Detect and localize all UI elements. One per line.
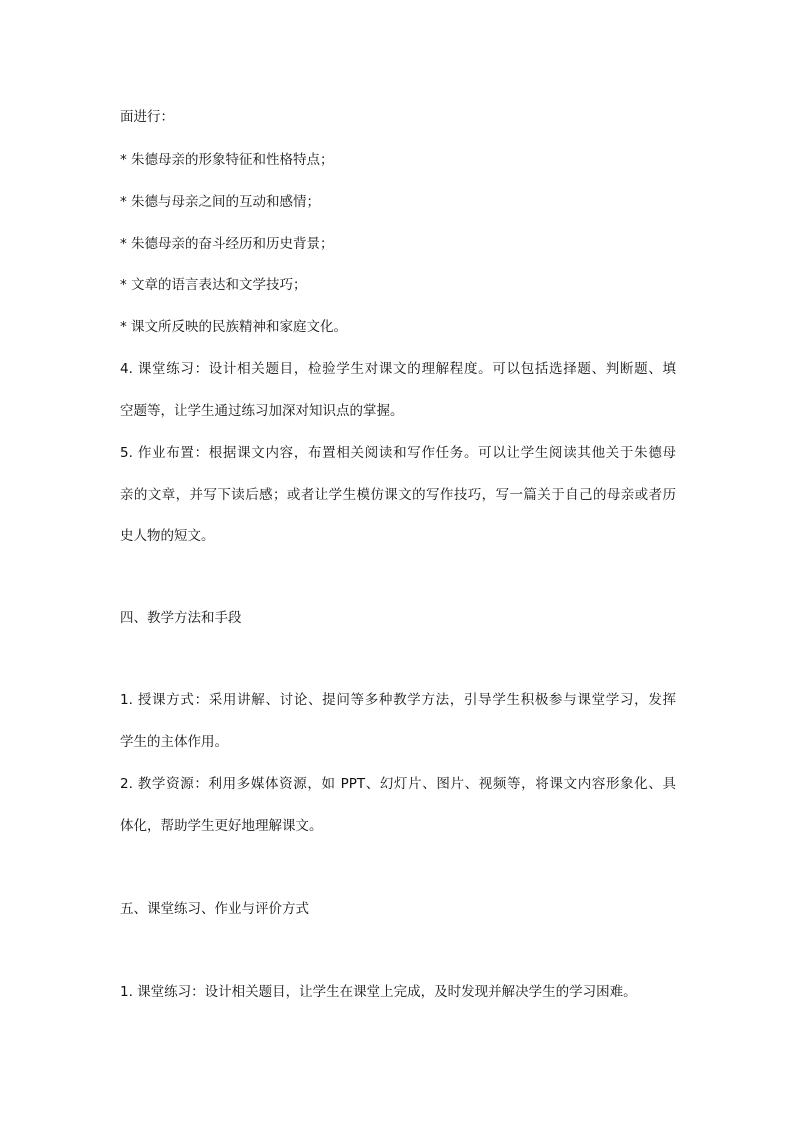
bullet-item: * 朱德与母亲之间的互动和感情； (120, 194, 321, 210)
numbered-item-teaching-resources: 2. 教学资源：利用多媒体资源，如 PPT、幻灯片、图片、视频等，将课文内容形象化、具 (120, 776, 676, 792)
numbered-item-homework: 5. 作业布置：根据课文内容，布置相关阅读和写作任务。可以让学生阅读其他关于朱德母 (120, 445, 676, 461)
bullet-item: * 课文所反映的民族精神和家庭文化。 (120, 319, 348, 335)
section-heading-practice-evaluation: 五、课堂练习、作业与评价方式 (120, 901, 309, 917)
section-heading-teaching-methods: 四、教学方法和手段 (120, 610, 242, 626)
text-line: 亲的文章，并写下读后感；或者让学生模仿课文的写作技巧，写一篇关于自己的母亲或者历 (120, 487, 676, 503)
text-line: 面进行： (120, 109, 174, 125)
text-line: 体化，帮助学生更好地理解课文。 (120, 818, 323, 834)
bullet-item: * 文章的语言表达和文学技巧； (120, 277, 307, 293)
text-line: 学生的主体作用。 (120, 734, 228, 750)
text-line: 空题等，让学生通过练习加深对知识点的掌握。 (120, 403, 404, 419)
bullet-item: * 朱德母亲的形象特征和性格特点； (120, 152, 334, 168)
numbered-item-teaching-style: 1. 授课方式：采用讲解、讨论、提问等多种教学方法，引导学生积极参与课堂学习，发挥 (120, 692, 676, 708)
numbered-item-classroom-practice: 4. 课堂练习：设计相关题目，检验学生对课文的理解程度。可以包括选择题、判断题、填 (120, 361, 676, 377)
numbered-item-classroom-practice-2: 1. 课堂练习：设计相关题目，让学生在课堂上完成，及时发现并解决学生的学习困难。 (120, 984, 637, 1000)
text-line: 史人物的短文。 (120, 528, 215, 544)
bullet-item: * 朱德母亲的奋斗经历和历史背景； (120, 236, 334, 252)
